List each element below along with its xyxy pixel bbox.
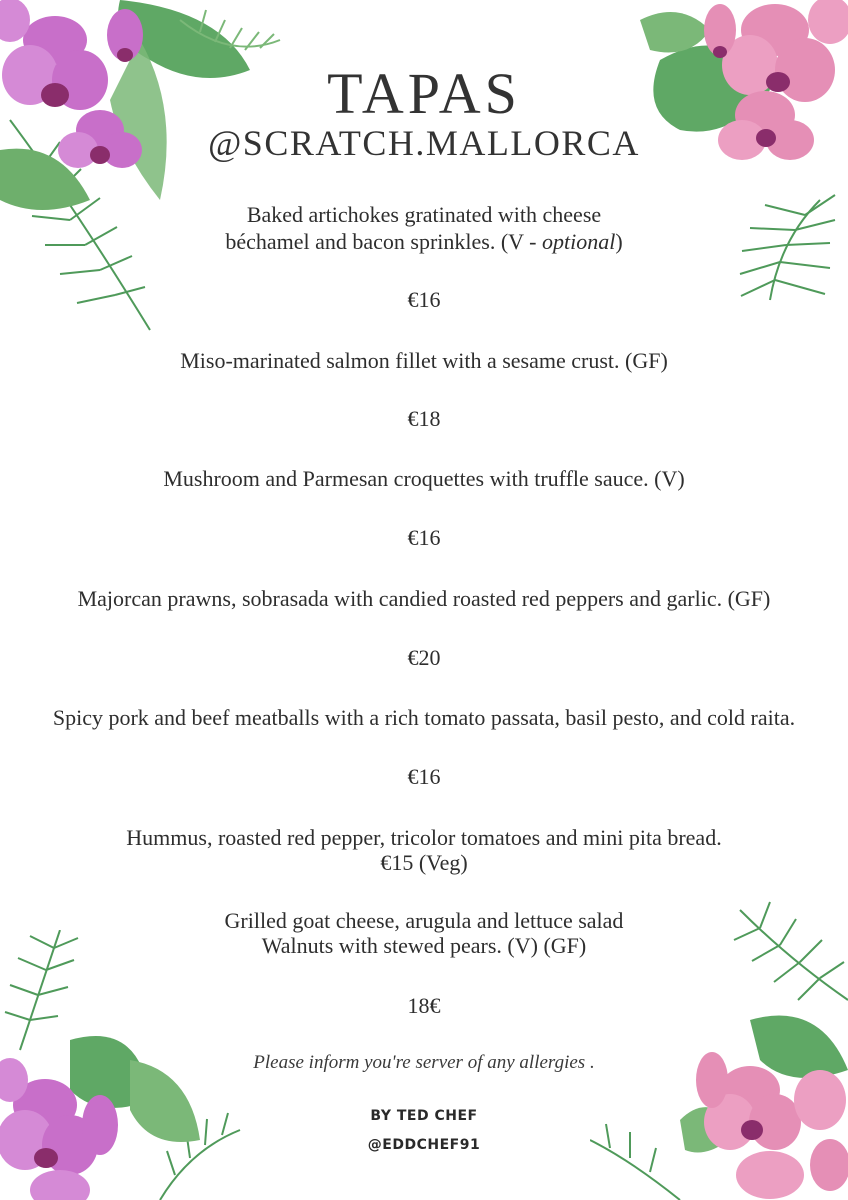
menu-item-1-description-line-2 bbox=[0, 229, 848, 255]
item-1-desc-optional: optional bbox=[542, 229, 616, 254]
menu-item-1-description-line-1: Baked artichokes gratinated with cheese bbox=[246, 202, 602, 227]
menu-item-7-description-line-2: Walnuts with stewed pears. (V) (GF) bbox=[261, 933, 587, 958]
menu-item-6-description: Hummus, roasted red pepper, tricolor tomatoes and mini pita bread. bbox=[126, 825, 722, 850]
allergy-note: Please inform you're server of any allergies . bbox=[253, 1052, 595, 1073]
page-subtitle: @SCRATCH.MALLORCA bbox=[208, 123, 640, 163]
item-1-desc-end: ) bbox=[615, 229, 623, 254]
menu-item-5-price: €16 bbox=[407, 764, 441, 789]
menu-item-3-description: Mushroom and Parmesan croquettes with truffle sauce. (V) bbox=[163, 466, 685, 491]
menu-item-1-price: €16 bbox=[407, 287, 441, 312]
menu-item-4-price: €20 bbox=[407, 645, 441, 670]
menu-item-5-description: Spicy pork and beef meatballs with a rich tomato passata, basil pesto, and cold raita. bbox=[52, 705, 796, 730]
menu-item-4-description: Majorcan prawns, sobrasada with candied roasted red peppers and garlic. (GF) bbox=[77, 586, 771, 611]
menu-item-6-price: €15 (Veg) bbox=[380, 850, 468, 875]
chef-handle: @EDDCHEF91 bbox=[367, 1137, 481, 1153]
menu-item-7-description-line-1: Grilled goat cheese, arugula and lettuce salad bbox=[224, 908, 624, 933]
menu-item-7-price: 18€ bbox=[407, 993, 441, 1018]
item-1-desc-main: béchamel and bacon sprinkles. (V - bbox=[225, 229, 542, 254]
menu-item-2-price: €18 bbox=[407, 406, 441, 431]
menu-item-2-description: Miso-marinated salmon fillet with a sesame crust. (GF) bbox=[180, 348, 668, 373]
page-title: TAPAS bbox=[327, 61, 521, 126]
menu-item-3-price: €16 bbox=[407, 525, 441, 550]
chef-byline: BY TED CHEF bbox=[370, 1108, 478, 1124]
